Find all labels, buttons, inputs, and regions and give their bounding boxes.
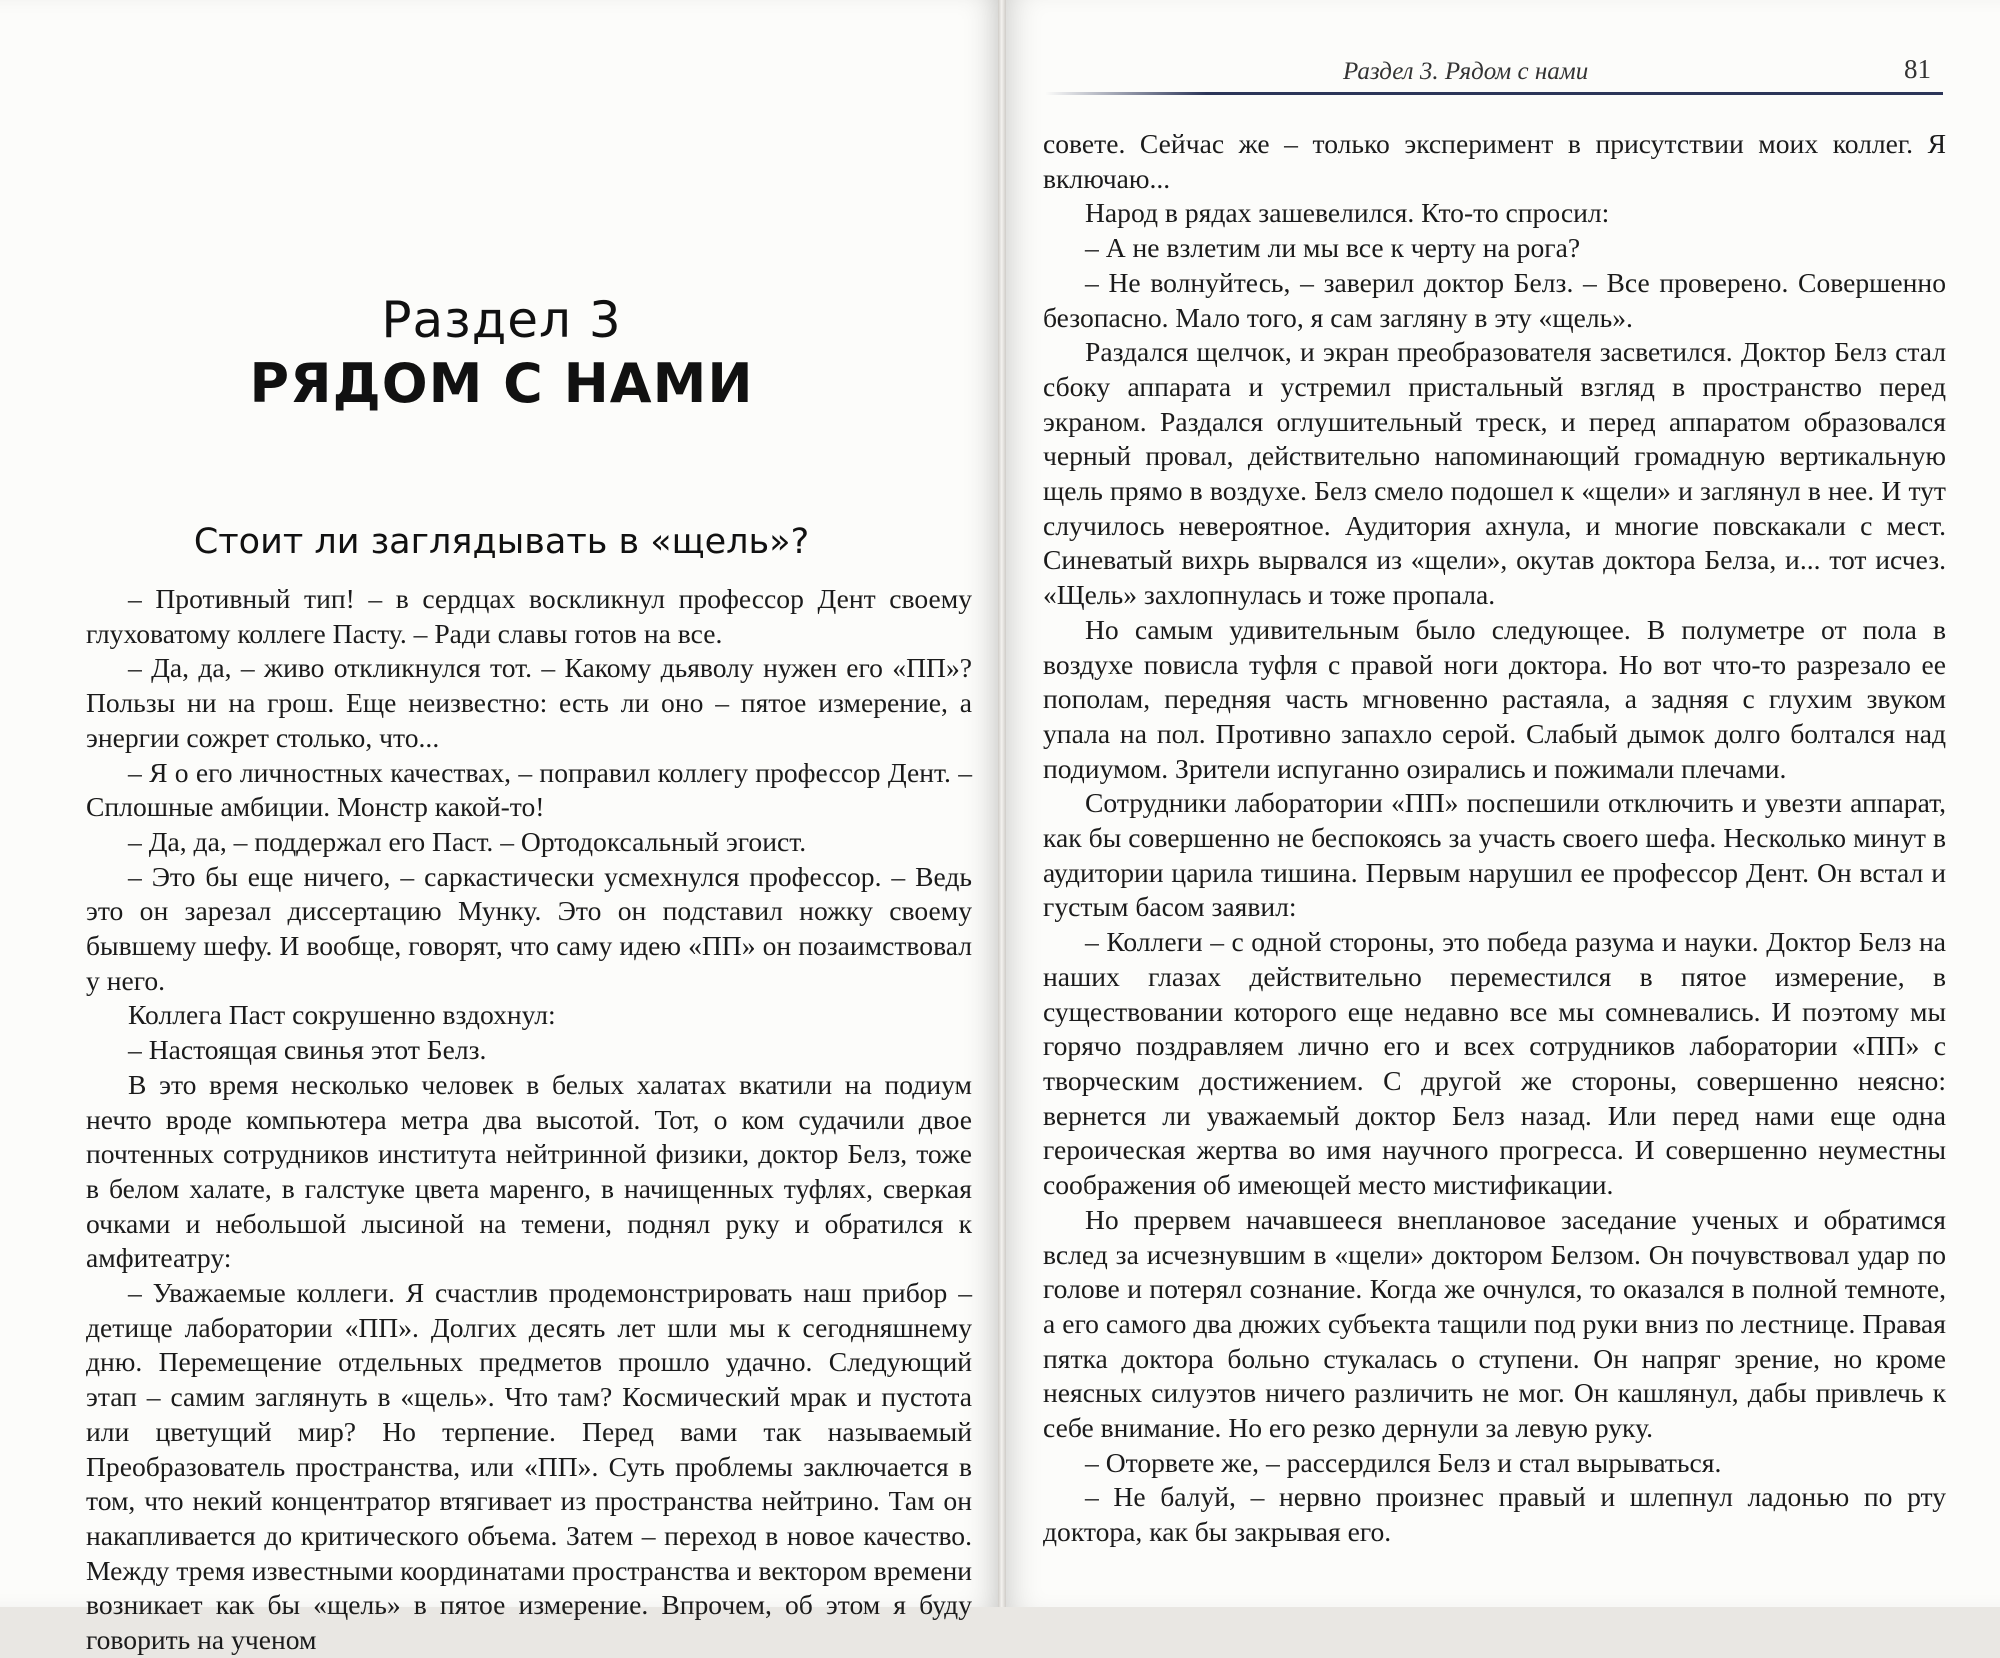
paragraph: – Я о его личностных качествах, – поправил коллегу профессор Дент. – Сплошные амбиции. Монстр какой-то!	[86, 756, 972, 823]
paragraph: – Да, да, – живо откликнулся тот. – Какому дьяволу нужен его «ПП»? Пользы ни на грош. Еще неизвестно: есть ли оно – пятое измерение, а энергии сожрет столько, что...	[86, 652, 972, 753]
book-gutter	[998, 0, 1006, 1607]
section-title: РЯДОМ С НАМИ	[249, 352, 754, 415]
right-text-block	[1043, 127, 1946, 1550]
paragraph: – Не балуй, – нервно произнес правый и шлепнул ладонью по рту доктора, как бы закрывая его.	[1043, 1481, 1946, 1548]
paragraph: Но прервем начавшееся внеплановое заседание ученых и обратимся вслед за исчезнувшим в «щели» доктором Белзом. Он почувствовал удар по голове и потерял сознание. Когда же очнулся, то оказался в полной темноте, а его самого два дюжих субъекта тащили под руки вниз по лестнице. Правая пятка доктора больно стукалась о ступени. Он напряг зрение, но кроме неясных силуэтов ничего различить не мог. Он кашлянул, дабы привлечь к себе внимание. Но его резко дернули за левую руку.	[1043, 1203, 1946, 1444]
paragraph: Коллега Паст сокрушенно вздохнул:	[128, 999, 556, 1031]
paragraph: В это время несколько человек в белых халатах вкатили на подиум нечто вроде компьютера метра два высотой. Тот, о ком судачили двое почтенных сотрудников института нейтринной физики, доктор Белз, тоже в белом халате, в галстуке цвета маренго, в начищенных туфлях, сверкая очками и небольшой лысиной на темени, поднял руку и обратился к амфитеатру:	[86, 1068, 972, 1274]
paragraph: – А не взлетим ли мы все к черту на рога?	[1085, 232, 1581, 264]
right-page	[1003, 0, 2000, 1607]
left-text-block	[86, 582, 972, 1658]
header-rule	[1045, 92, 1943, 95]
paragraph: – Уважаемые коллеги. Я счастлив продемонстрировать наш прибор – детище лаборатории «ПП». Долгих десять лет шли мы к сегодняшнему дню. Перемещение отдельных предметов прошло удачно. Следующий этап – самим заглянуть в «щель». Что там? Космический мрак и пустота или цветущий мир? Но терпение. Перед вами так называемый Преобразователь пространства, или «ПП». Суть проблемы заключается в том, что некий концентратор втягивает из пространства нейтрино. Там он накапливается до критического объема. Затем – переход в новое качество. Между тремя известными координатами пространства и вектором времени возникает как бы «щель» в пятое измерение. Впрочем, об этом я буду говорить на ученом	[86, 1277, 972, 1656]
paragraph: Но самым удивительным было следующее. В полуметре от пола в воздухе повисла туфля с правой ноги доктора. Но вот что-то разрезало ее пополам, передняя часть мгновенно растаяла, а задняя с глухим звуком упала на пол. Противно запахло серой. Слабый дымок долго болтался над подиумом. Зрители испуганно озирались и пожимали плечами.	[1043, 613, 1946, 784]
section-number: Раздел 3	[381, 291, 622, 349]
continued-paragraph: совете. Сейчас же – только эксперимент в присутствии моих коллег. Я включаю...	[1043, 128, 1946, 194]
running-head: Раздел 3. Рядом с нами	[1343, 58, 1589, 85]
paragraph: – Не волнуйтесь, – заверил доктор Белз. – Все проверено. Совершенно безопасно. Мало того, я сам загляну в эту «щель».	[1043, 266, 1946, 333]
paragraph: Народ в рядах зашевелился. Кто-то спросил:	[1085, 197, 1610, 229]
paragraph: Сотрудники лаборатории «ПП» поспешили отключить и увезти аппарат, как бы совершенно не беспокоясь за участь своего шефа. Несколько минут в аудитории царила тишина. Первым нарушил ее профессор Дент. Он встал и густым басом заявил:	[1043, 787, 1946, 923]
paragraph: – Противный тип! – в сердцах воскликнул профессор Дент своему глуховатому коллеге Пасту. – Ради славы готов на все.	[86, 583, 972, 649]
paragraph: – Оторвете же, – рассердился Белз и стал вырываться.	[1085, 1446, 1722, 1478]
page-number: 81	[1904, 54, 1931, 84]
section-heading	[0, 290, 1003, 418]
paragraph: Раздался щелчок, и экран преобразователя засветился. Доктор Белз стал сбоку аппарата и устремил пристальный взгляд в пространство перед экраном. Раздался оглушительный треск, и перед аппаратом образовался черный провал, действительно напоминающий громадную вертикальную щель прямо в воздухе. Белз смело подошел к «щели» и заглянул в нее. И тут случилось невероятное. Аудитория ахнула, и многие повскакали с мест. Синеватый вихрь вырвался из «щели», окутав доктора Белза, и... тот исчез. «Щель» захлопнулась и тоже пропала.	[1043, 336, 1946, 611]
paragraph: – Настоящая свинья этот Белз.	[128, 1034, 487, 1066]
chapter-title: Стоит ли заглядывать в «щель»?	[193, 522, 810, 562]
paragraph: – Да, да, – поддержал его Паст. – Ортодоксальный эгоист.	[128, 825, 807, 857]
paragraph: – Это бы еще ничего, – саркастически усмехнулся профессор. – Ведь это он зарезал диссертацию Мунку. Это он подставил ножку своему бывшему шефу. И вообще, говорят, что саму идею «ПП» он позаимствовал у него.	[86, 860, 972, 996]
paragraph: – Коллеги – с одной стороны, это победа разума и науки. Доктор Белз на наших глазах действительно переместился в пятое измерение, в существовании которого еще недавно все мы сомневались. И поэтому мы горячо поздравляем лично его и всех сотрудников лаборатории «ПП» с творческим достижением. С другой же стороны, совершенно неясно: вернется ли уважаемый доктор Белз назад. Или перед нами еще одна героическая жертва во имя научного прогресса. И совершенно неуместны соображения об имеющей место мистификации.	[1043, 926, 1946, 1201]
